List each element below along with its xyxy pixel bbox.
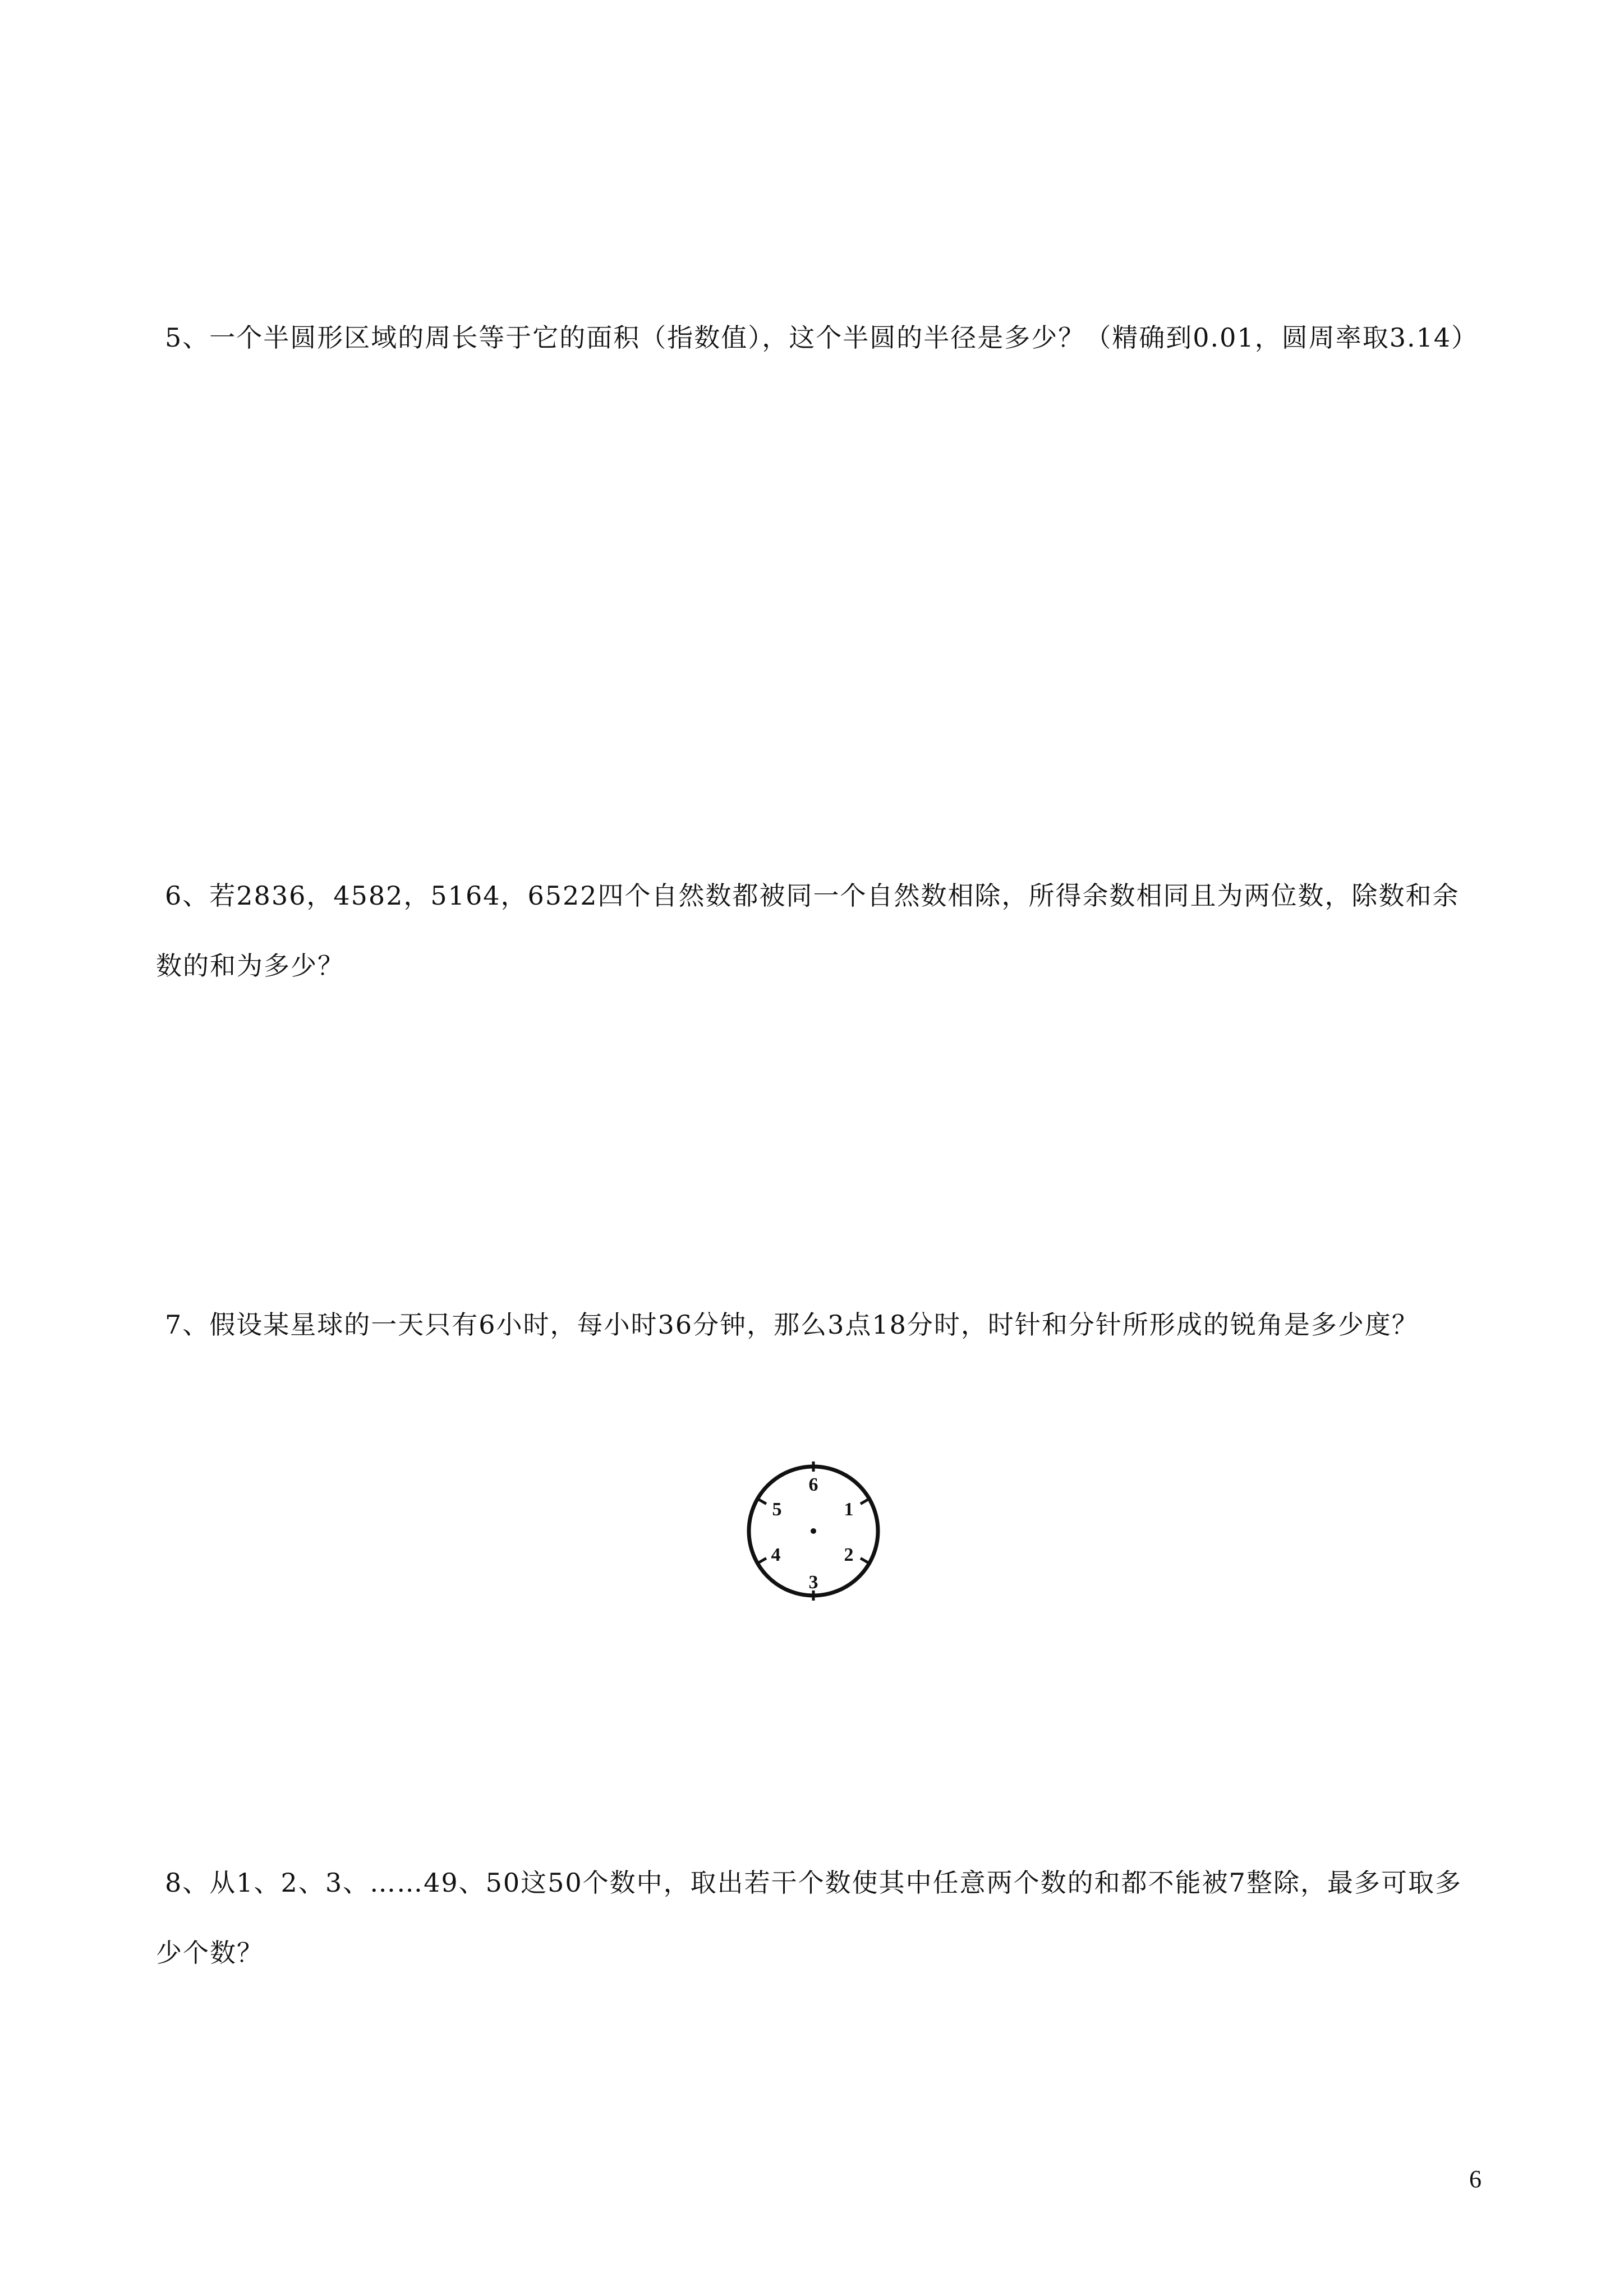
problem-7 bbox=[156, 1290, 1480, 1360]
problem-text: 从1、2、3、……49、50这50个数中，取出若干个数使其中任意两个数的和都不能被7整除，最多可取多少个数？ bbox=[156, 1868, 1462, 1968]
clock-label-5: 5 bbox=[772, 1499, 782, 1520]
problem-6 bbox=[156, 861, 1480, 1001]
problem-number: 5、 bbox=[165, 322, 210, 353]
clock-label-2: 2 bbox=[844, 1545, 854, 1565]
problem-number: 7、 bbox=[165, 1310, 210, 1340]
clock-label-1: 1 bbox=[844, 1499, 854, 1520]
problem-text: 假设某星球的一天只有6小时，每小时36分钟，那么3点18分时，时针和分针所形成的锐角是多少度？ bbox=[209, 1310, 1419, 1340]
problem-8 bbox=[156, 1848, 1480, 1988]
page-number: 6 bbox=[1469, 2165, 1482, 2193]
problem-text: 一个半圆形区域的周长等于它的面积（指数值），这个半圆的半径是多少？（精确到0.01，圆周率取3.14） bbox=[209, 322, 1479, 353]
problem-number: 6、 bbox=[165, 880, 210, 911]
clock-diagram bbox=[743, 1453, 884, 1610]
clock-center-dot bbox=[811, 1528, 816, 1534]
problem-number: 8、 bbox=[165, 1868, 210, 1898]
clock-label-6: 6 bbox=[808, 1474, 818, 1495]
problem-text: 若2836，4582，5164，6522四个自然数都被同一个自然数相除，所得余数相同且为两位数，除数和余数的和为多少？ bbox=[156, 880, 1460, 981]
clock-label-3: 3 bbox=[808, 1572, 818, 1593]
clock-label-4: 4 bbox=[771, 1545, 781, 1565]
problem-5 bbox=[156, 303, 1480, 373]
